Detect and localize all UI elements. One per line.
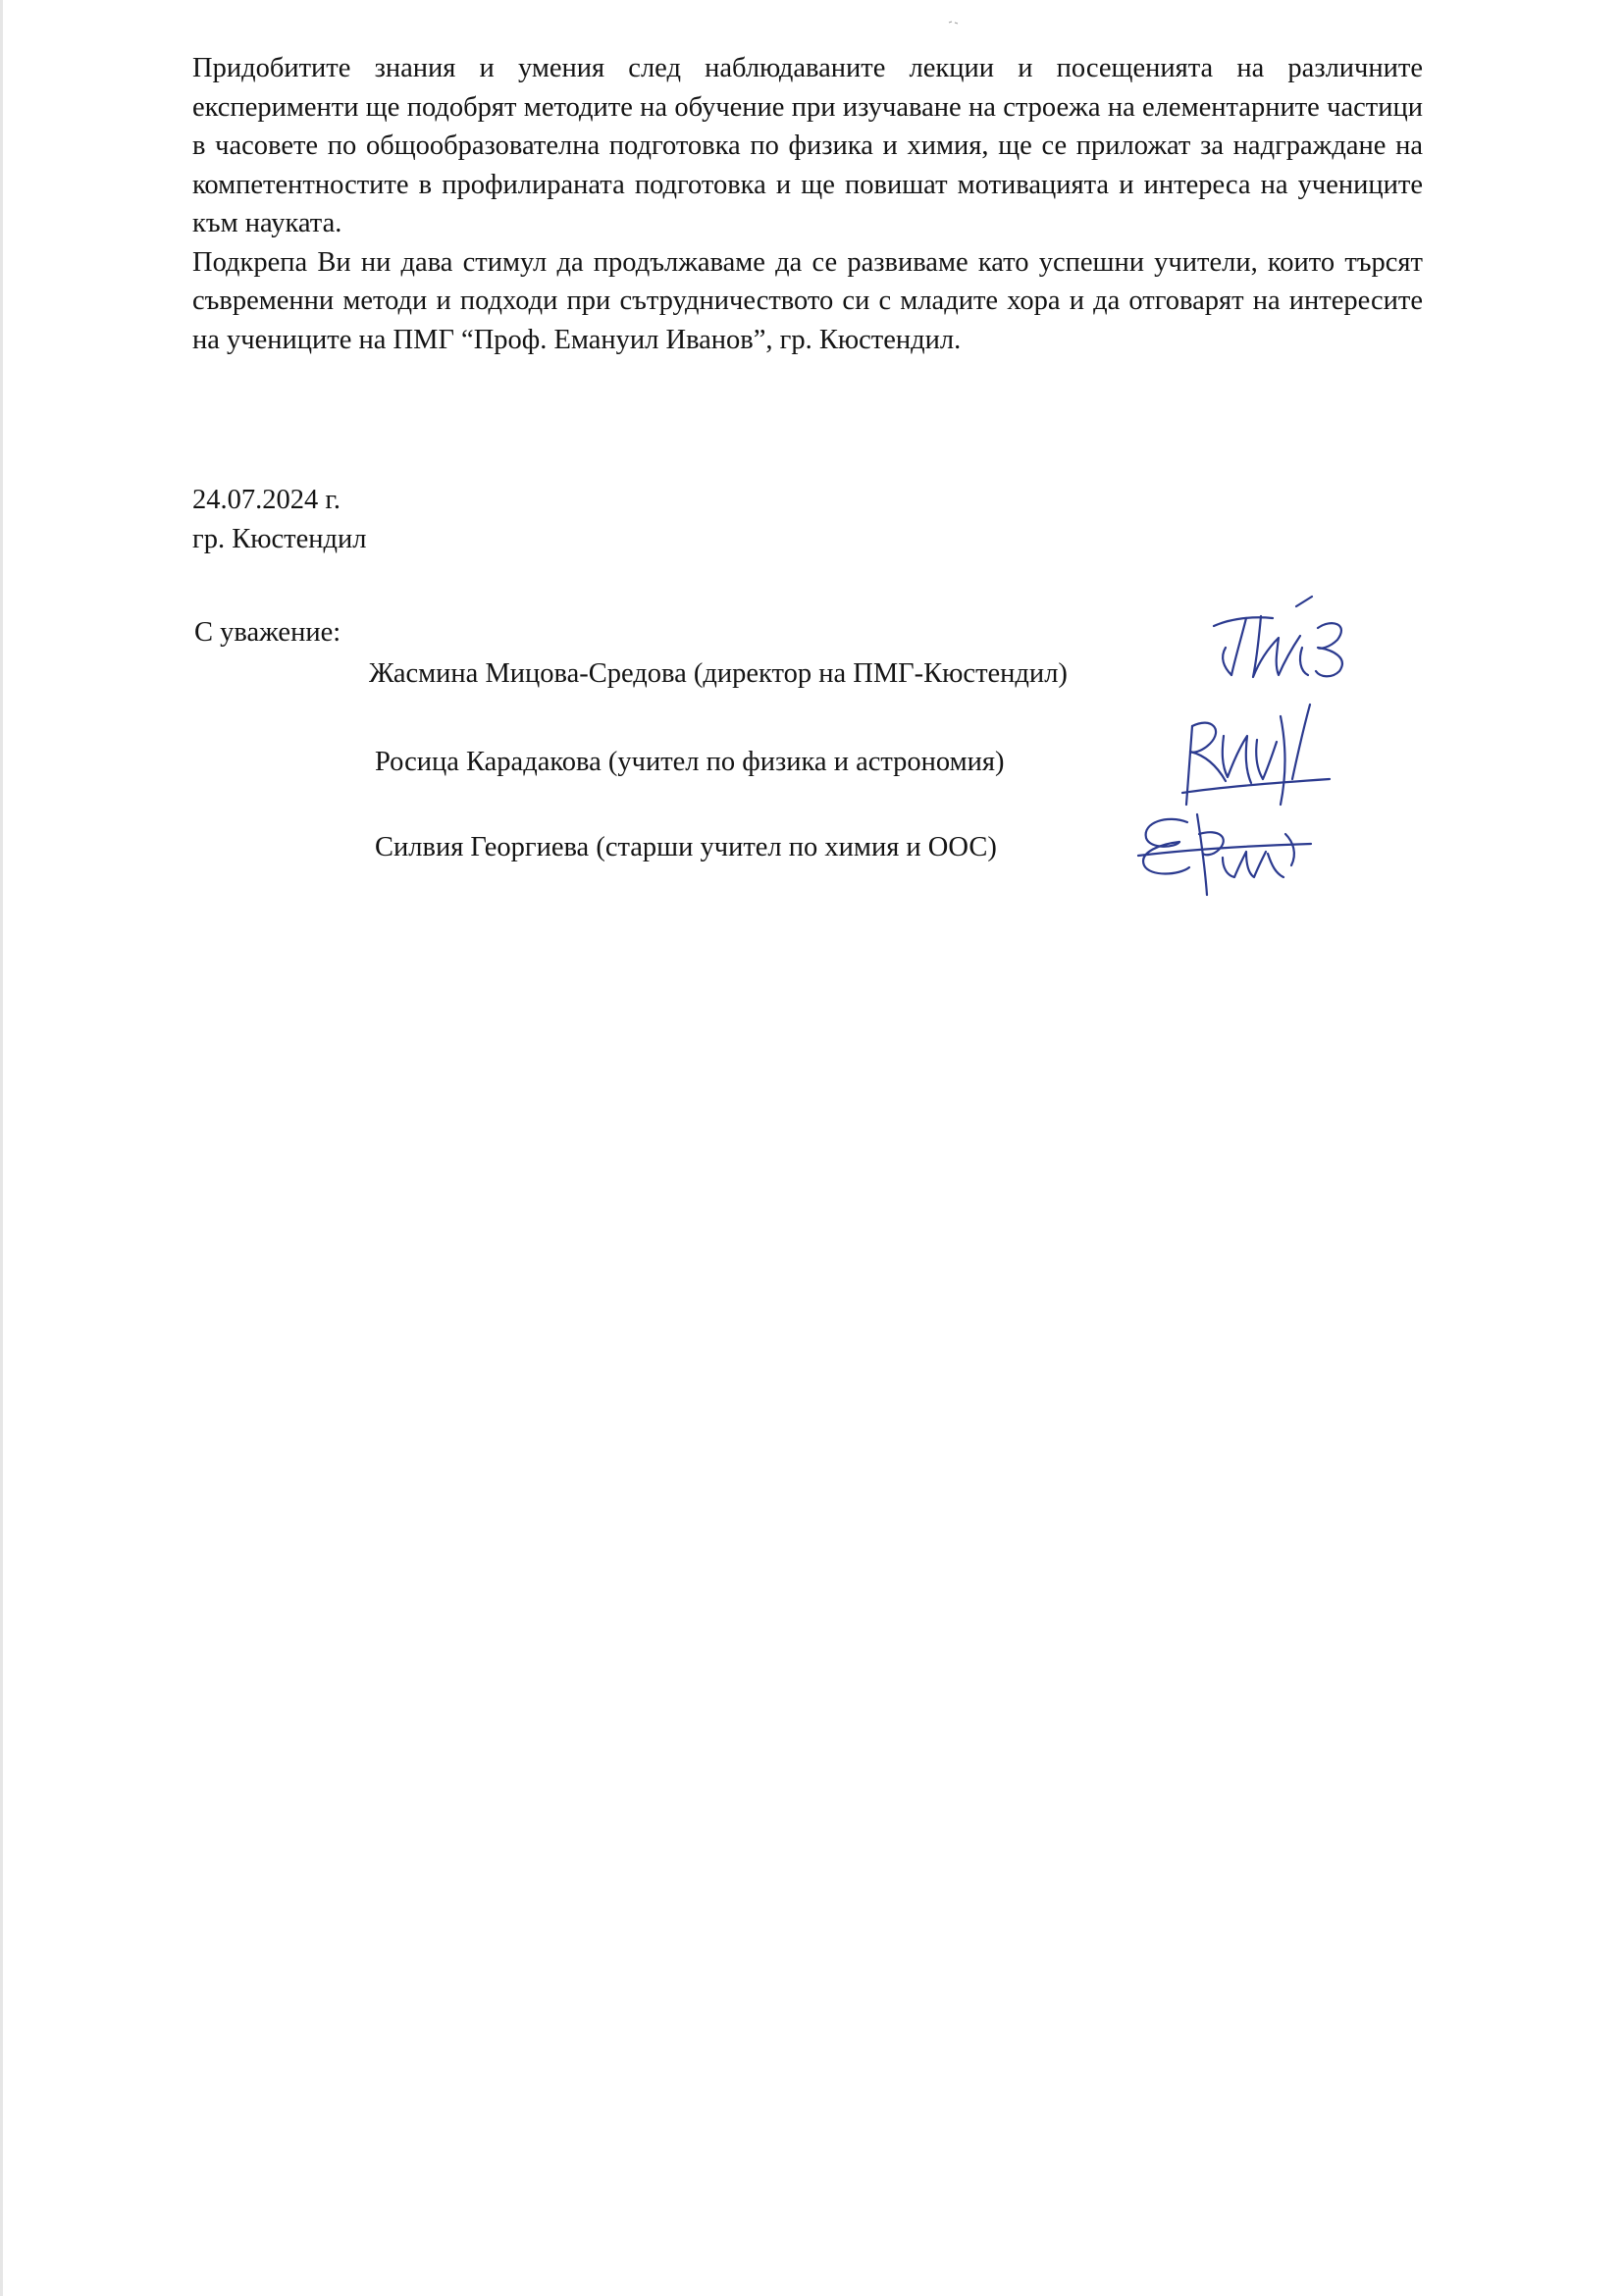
scan-speck bbox=[948, 20, 960, 26]
signer-director: Жасмина Мицова-Средова (директор на ПМГ-Кюстендил) bbox=[369, 658, 1068, 689]
signer-chemistry-teacher: Силвия Георгиева (старши учител по химия и ООС) bbox=[375, 832, 997, 862]
scan-edge bbox=[0, 0, 3, 2296]
signer-physics-teacher: Росица Карадакова (учител по физика и астрономия) bbox=[375, 747, 1005, 777]
letter-date: 24.07.2024 г. bbox=[192, 485, 340, 515]
date-block bbox=[192, 481, 366, 559]
paragraph-knowledge: Придобитите знания и умения след наблюдаваните лекции и посещенията на различните експерименти ще подобрят методите на обучение при изучаване на строежа на елементарните частици в часовете по общообразователна подготовка по физика и химия, ще се приложат за надграждане на компетентностите в профилираната подготовка и ще повишат мотивацията и интереса на учениците към науката. bbox=[192, 53, 1423, 238]
closing-phrase: С уважение: bbox=[194, 617, 341, 648]
letter-body bbox=[192, 49, 1423, 359]
signature-chemistry-teacher bbox=[1128, 795, 1315, 903]
letter-place: гр. Кюстендил bbox=[192, 524, 367, 554]
paragraph-support: Подкрепа Ви ни дава стимул да продължаваме да се развиваме като успешни учители, които търсят съвременни методи и подходи при сътрудничеството си с младите хора и да отговарят на интересите на учениците на ПМГ “Проф. Емануил Иванов”, гр. Кюстендил. bbox=[192, 246, 1423, 355]
signature-director bbox=[1202, 589, 1359, 687]
